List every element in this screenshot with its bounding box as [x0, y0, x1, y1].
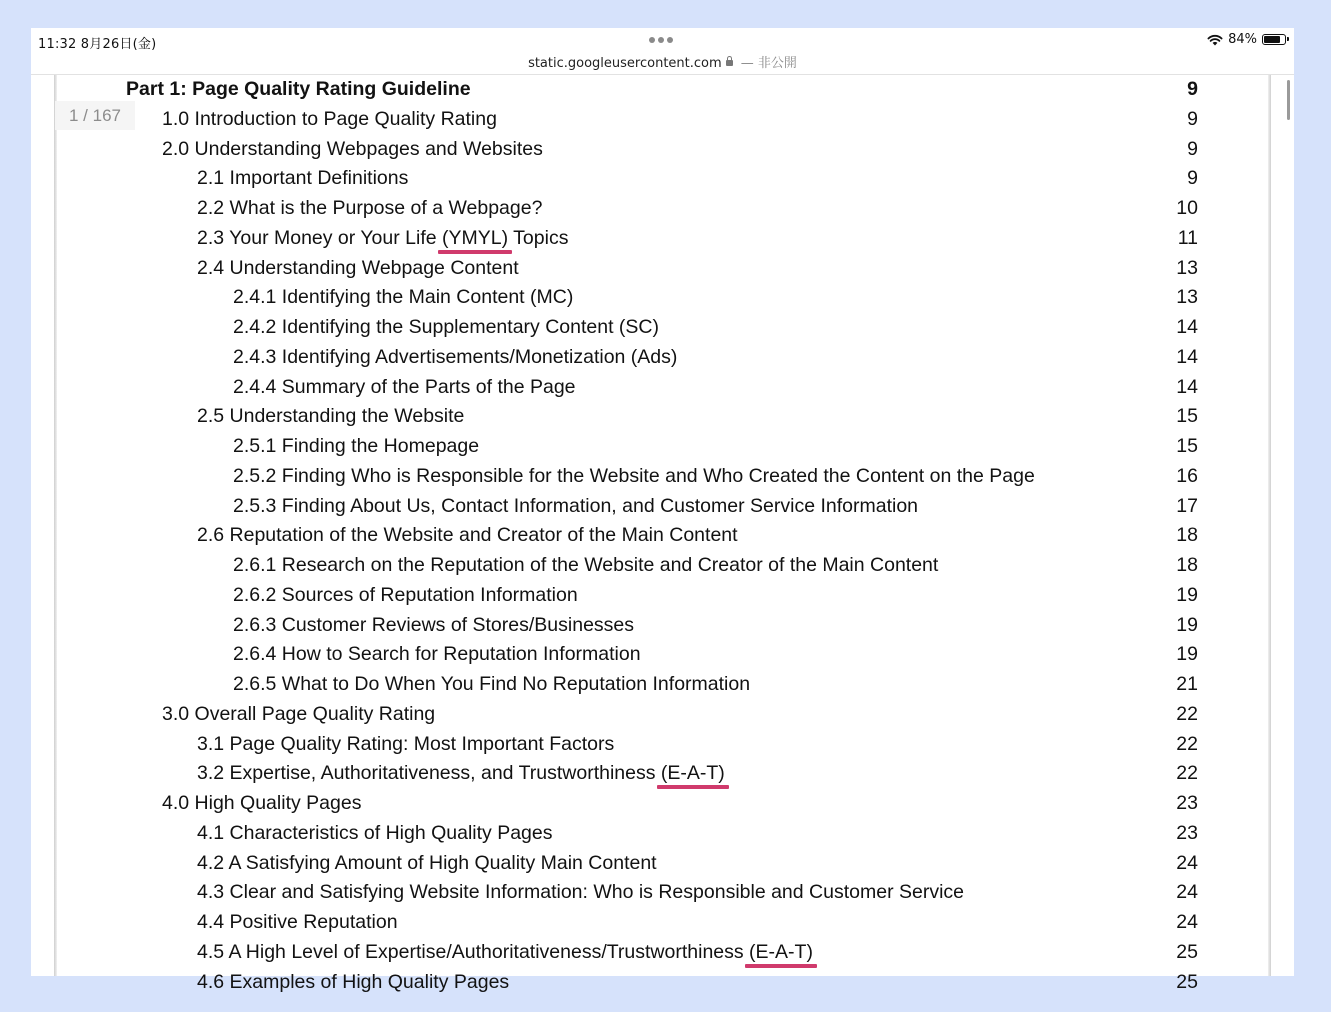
toc-entry[interactable]	[31, 193, 1294, 223]
toc-entry-page-number: 25	[1176, 940, 1198, 963]
toc-entry-page-number: 9	[1187, 78, 1198, 100]
toc-entry[interactable]	[31, 788, 1294, 818]
toc-entry-title: 4.6 Examples of High Quality Pages	[197, 970, 510, 993]
toc-entry-page-number: 23	[1176, 792, 1198, 814]
toc-entry-page-number: 9	[1187, 137, 1198, 160]
toc-entry[interactable]	[31, 818, 1294, 848]
page-counter: 1 / 167	[55, 101, 135, 130]
toc-entry[interactable]	[31, 758, 1294, 788]
toc-entry-title: 3.2 Expertise, Authoritativeness, and Trustworthiness (E-A-T)	[197, 762, 725, 785]
toc-entry-page-number: 19	[1176, 583, 1198, 606]
toc-entry-title: 2.6.3 Customer Reviews of Stores/Businesses	[233, 613, 635, 636]
toc-entry-page-number: 10	[1176, 197, 1198, 219]
toc-entry[interactable]	[31, 848, 1294, 878]
toc-entry-page-number: 16	[1176, 464, 1198, 487]
url-separator: —	[736, 56, 758, 71]
status-time: 11:32 8月26日(金)	[38, 37, 157, 52]
toc-entry[interactable]	[31, 163, 1294, 193]
toc-entry-title: 2.1 Important Definitions	[197, 167, 409, 190]
battery-percent: 84%	[1228, 32, 1257, 47]
toc-entry-page-number: 14	[1176, 345, 1198, 368]
toc-entry[interactable]	[31, 729, 1294, 759]
toc-entry[interactable]	[31, 669, 1294, 699]
toc-entry-page-number: 24	[1176, 911, 1198, 933]
highlight-underline	[745, 964, 817, 968]
toc-entry[interactable]	[31, 74, 1294, 104]
toc-entry-page-number: 19	[1176, 613, 1198, 636]
toc-entry-title: 2.5.3 Finding About Us, Contact Information, and Customer Service Information	[233, 494, 919, 517]
toc-entry[interactable]	[31, 491, 1294, 521]
device-screen	[31, 28, 1294, 993]
toc-entry-page-number: 22	[1176, 762, 1198, 785]
toc-entry[interactable]	[31, 520, 1294, 550]
toc-entry-title: 3.1 Page Quality Rating: Most Important Factors	[197, 732, 615, 755]
toc-entry-page-number: 14	[1176, 316, 1198, 338]
toc-entry-page-number: 17	[1176, 494, 1198, 517]
status-bar	[31, 28, 1294, 75]
toc-entry-page-number: 18	[1176, 524, 1198, 547]
toc-entry-page-number: 24	[1176, 851, 1198, 874]
toc-entry-page-number: 9	[1187, 107, 1198, 130]
toc-entry-title: 4.1 Characteristics of High Quality Pages	[197, 821, 553, 844]
toc-entry-page-number: 15	[1176, 435, 1198, 457]
toc-entry-title: 2.5.2 Finding Who is Responsible for the Website and Who Created the Content on the Page	[233, 464, 1035, 487]
toc-entry-title: 4.4 Positive Reputation	[197, 911, 398, 933]
toc-entry[interactable]	[31, 253, 1294, 283]
lock-icon	[726, 60, 733, 66]
toc-entry[interactable]	[31, 907, 1294, 937]
toc-entry[interactable]	[31, 639, 1294, 669]
highlight-underline	[438, 250, 512, 254]
toc-entry[interactable]	[31, 461, 1294, 491]
toc-entry-title: 2.3 Your Money or Your Life (YMYL) Topics	[197, 226, 569, 249]
toc-entry-page-number: 14	[1176, 375, 1198, 398]
toc-entry-title: 2.2 What is the Purpose of a Webpage?	[197, 197, 543, 219]
toc-entry-title: Part 1: Page Quality Rating Guideline	[126, 78, 471, 100]
toc-entry-title: 2.5.1 Finding the Homepage	[233, 435, 480, 457]
toc-entry-page-number: 18	[1176, 554, 1198, 576]
toc-entry-title: 2.6 Reputation of the Website and Creator of the Main Content	[197, 524, 738, 547]
wifi-icon	[1207, 34, 1223, 46]
toc-entry-title: 2.4.2 Identifying the Supplementary Content (SC)	[233, 316, 659, 338]
toc-entry-title: 4.3 Clear and Satisfying Website Information: Who is Responsible and Customer Service	[197, 881, 965, 904]
toc-entry-title: 2.5 Understanding the Website	[197, 405, 465, 428]
toc-entry-title: 2.6.5 What to Do When You Find No Reputation Information	[233, 673, 751, 695]
toc-entry[interactable]	[31, 372, 1294, 402]
toc-entry[interactable]	[31, 431, 1294, 461]
toc-entry-title: 2.4.3 Identifying Advertisements/Monetization (Ads)	[233, 345, 678, 368]
multitasking-dots-icon[interactable]	[649, 37, 673, 43]
toc-entry-page-number: 22	[1176, 702, 1198, 725]
toc-entry[interactable]	[31, 312, 1294, 342]
toc-entry-title: 2.6.1 Research on the Reputation of the Website and Creator of the Main Content	[233, 554, 939, 576]
toc-entry[interactable]	[31, 967, 1294, 997]
toc-entry[interactable]	[31, 134, 1294, 164]
toc-entry-title: 4.0 High Quality Pages	[162, 792, 362, 814]
toc-entry-title: 2.4.1 Identifying the Main Content (MC)	[233, 286, 574, 309]
toc-entry[interactable]	[31, 104, 1294, 134]
toc-entry-title: 2.4 Understanding Webpage Content	[197, 256, 519, 279]
toc-entry-title: 3.0 Overall Page Quality Rating	[162, 702, 436, 725]
toc-entry-page-number: 13	[1176, 286, 1198, 309]
toc-entry-page-number: 9	[1187, 167, 1198, 190]
toc-entry-page-number: 23	[1176, 821, 1198, 844]
toc-entry-title: 2.6.4 How to Search for Reputation Information	[233, 643, 641, 666]
toc-entry[interactable]	[31, 401, 1294, 431]
toc-entry[interactable]	[31, 937, 1294, 967]
toc-entry-title: 4.5 A High Level of Expertise/Authoritativeness/Trustworthiness (E-A-T)	[197, 940, 813, 963]
toc-entry-page-number: 25	[1176, 970, 1198, 993]
toc-entry[interactable]	[31, 550, 1294, 580]
toc-entry-page-number: 19	[1176, 643, 1198, 666]
status-right	[1207, 32, 1286, 47]
url-text: static.googleusercontent.com	[528, 56, 722, 71]
toc-entry-page-number: 11	[1177, 226, 1198, 249]
toc-entry-page-number: 13	[1176, 256, 1198, 279]
toc-entry-title: 2.6.2 Sources of Reputation Information	[233, 583, 578, 606]
toc-entry-page-number: 22	[1176, 732, 1198, 755]
highlight-underline	[657, 785, 729, 789]
toc-entry-title: 1.0 Introduction to Page Quality Rating	[162, 107, 497, 130]
battery-fill	[1264, 36, 1280, 43]
security-label: 非公開	[757, 56, 797, 71]
battery-icon	[1262, 34, 1286, 45]
pdf-document-view[interactable]	[31, 75, 1294, 993]
address-bar[interactable]	[31, 52, 1294, 71]
toc-entry[interactable]	[31, 580, 1294, 610]
toc-entry-page-number: 15	[1176, 405, 1198, 428]
toc-entry[interactable]	[31, 342, 1294, 372]
toc-entry-title: 4.2 A Satisfying Amount of High Quality Main Content	[197, 851, 657, 874]
toc-entry-title: 2.0 Understanding Webpages and Websites	[162, 137, 543, 160]
toc-entry-page-number: 21	[1176, 673, 1198, 695]
toc-entry[interactable]	[31, 223, 1294, 253]
toc-entry[interactable]	[31, 699, 1294, 729]
toc-entry[interactable]	[31, 610, 1294, 640]
toc-entry[interactable]	[31, 282, 1294, 312]
toc-entry[interactable]	[31, 877, 1294, 907]
toc-entry-page-number: 24	[1176, 881, 1198, 904]
toc-entry-title: 2.4.4 Summary of the Parts of the Page	[233, 375, 576, 398]
